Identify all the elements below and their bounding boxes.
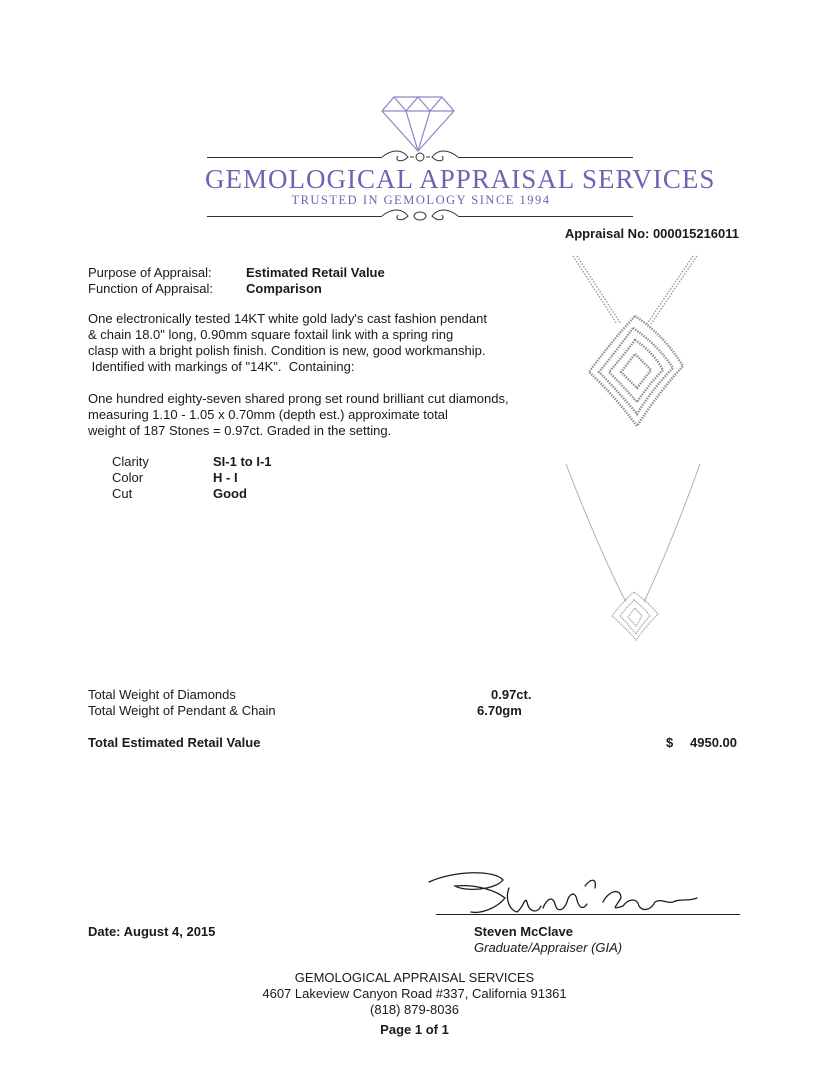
- purpose-value: Estimated Retail Value: [246, 265, 385, 280]
- header-rule-top: [207, 157, 382, 158]
- total-retail-label: Total Estimated Retail Value: [88, 735, 261, 750]
- pendant-closeup-photo: [565, 254, 705, 434]
- total-weight-chain-value: 6.70gm: [477, 703, 522, 718]
- total-weight-diamonds-label: Total Weight of Diamonds: [88, 687, 236, 702]
- brand-tagline: TRUSTED IN GEMOLOGY SINCE 1994: [291, 193, 551, 207]
- appraisal-number: Appraisal No: 000015216011: [564, 226, 739, 241]
- footer-company: GEMOLOGICAL APPRAISAL SERVICES: [294, 970, 535, 985]
- header-rule-bottom: [458, 216, 633, 217]
- brand-name: GEMOLOGICAL APPRAISAL SERVICES: [205, 164, 716, 194]
- color-value: H - I: [213, 470, 238, 485]
- signature-line: [436, 914, 740, 915]
- header-rule-bottom: [207, 216, 382, 217]
- flourish-ornament-icon: [380, 205, 460, 227]
- clarity-value: SI-1 to I-1: [213, 454, 272, 469]
- description-line: & chain 18.0" long, 0.90mm square foxtail link with a spring ring: [88, 327, 454, 342]
- footer-address: 4607 Lakeview Canyon Road #337, California 91361: [262, 986, 567, 1001]
- function-value: Comparison: [246, 281, 322, 296]
- page-number: Page 1 of 1: [380, 1022, 449, 1037]
- pendant-full-photo: [560, 462, 710, 652]
- total-weight-diamonds-value: 0.97ct.: [491, 687, 532, 702]
- signer-title: Graduate/Appraiser (GIA): [474, 940, 623, 955]
- total-weight-chain-label: Total Weight of Pendant & Chain: [88, 703, 276, 718]
- diamond-icon: [380, 93, 456, 153]
- diamond-description: [88, 391, 509, 439]
- description-line: clasp with a bright polish finish. Condition is new, good workmanship.: [88, 343, 486, 358]
- description-line: measuring 1.10 - 1.05 x 0.70mm (depth est.) approximate total: [88, 407, 448, 422]
- item-description: [88, 311, 487, 375]
- total-retail-value: 4950.00: [690, 735, 737, 750]
- description-line: One hundred eighty-seven shared prong set round brilliant cut diamonds,: [88, 391, 509, 406]
- clarity-label: Clarity: [112, 454, 149, 469]
- header-rule-top: [458, 157, 633, 158]
- purpose-label: Purpose of Appraisal:: [88, 265, 212, 280]
- description-line: One electronically tested 14KT white gold lady's cast fashion pendant: [88, 311, 487, 326]
- signer-name: Steven McClave: [474, 924, 573, 939]
- appraisal-date: Date: August 4, 2015: [88, 924, 216, 939]
- footer-phone: (818) 879-8036: [370, 1002, 459, 1017]
- cut-label: Cut: [112, 486, 133, 501]
- currency-symbol: $: [666, 735, 674, 750]
- cut-value: Good: [213, 486, 247, 501]
- description-line: weight of 187 Stones = 0.97ct. Graded in the setting.: [88, 423, 392, 438]
- function-label: Function of Appraisal:: [88, 281, 214, 296]
- description-line: Identified with markings of "14K". Containing:: [88, 359, 355, 374]
- color-label: Color: [112, 470, 144, 485]
